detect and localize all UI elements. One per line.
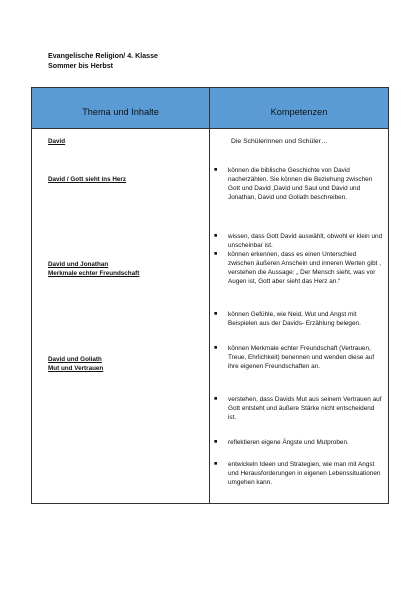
competency-item xyxy=(214,460,384,487)
curriculum-table xyxy=(31,87,389,504)
topic-david-und-jonathan: David und Jonathan xyxy=(48,261,109,268)
table-header-row xyxy=(32,88,388,129)
topic-gott-sieht-ins-herz: David / Gott sieht ins Herz xyxy=(48,176,127,183)
competency-text: verstehen, dass Davids Mut aus seinem Vertrauen auf Gott entsteht und äußere Stärke nicht entscheidend ist. xyxy=(228,396,382,422)
bullet-icon: ■ xyxy=(214,461,218,467)
header-subject: Evangelische Religion/ 4. Klasse xyxy=(48,52,158,60)
competency-item xyxy=(214,310,384,328)
document-header xyxy=(48,51,158,71)
column-divider xyxy=(209,88,210,503)
header-period: Sommer bis Herbst xyxy=(48,62,114,70)
bullet-icon: ■ xyxy=(214,439,218,445)
competency-item xyxy=(214,438,384,447)
bullet-icon: ■ xyxy=(214,396,218,402)
topic-david-und-goliath: David und Goliath xyxy=(48,356,102,363)
competency-item xyxy=(214,250,384,286)
competency-text: können die biblische Geschichte von David nacherzählen. Sie können die Beziehung zwischen Gott und David ‚David und Saul und David und Jonathan, David und Goliath beschreiben. xyxy=(228,167,373,202)
bullet-icon: ■ xyxy=(214,311,218,317)
column-header-topics: Thema und Inhalte xyxy=(82,107,159,117)
bullet-icon: ■ xyxy=(214,233,218,239)
bullet-icon: ■ xyxy=(214,251,218,257)
competency-item xyxy=(214,166,384,202)
competency-text: reflektieren eigene Ängste und Mutproben. xyxy=(228,439,349,446)
competency-text: können erkennen, dass es einen Unterschied zwischen äußeren Anschein und inneren Werten gibt , verstehen die Aussage: „ Der Mensch sieht, was vor Augen ist, Gott aber sieht das Herz an.“ xyxy=(228,251,381,286)
column-header-competencies: Kompetenzen xyxy=(270,107,328,117)
topic-merkmale-freundschaft: Merkmale echter Freundschaft xyxy=(48,270,140,277)
competency-text: können Gefühle, wie Neid, Wut und Angst mit Beispielen aus der Davids- Erzählung belegen. xyxy=(228,311,361,328)
bullet-icon: ■ xyxy=(214,167,218,173)
competency-item xyxy=(214,232,384,250)
topic-mut-und-vertrauen: Mut und Vertrauen xyxy=(48,365,104,372)
competency-text: können Merkmale echter Freundschaft (Vertrauen, Treue, Ehrlichkeit) benennen und wenden diese auf ihre eigenen Freundschaften an. xyxy=(228,345,375,371)
competency-item xyxy=(214,344,384,371)
competency-text: entwickeln Ideen und Strategien, wie man mit Angst und Herausforderungen in eigenen Lebenssituationen umgehen kann. xyxy=(228,461,381,487)
topic-david: David xyxy=(48,138,66,145)
competencies-intro: Die Schülerinnen und Schüler… xyxy=(231,138,328,145)
competency-item xyxy=(214,395,384,422)
competency-text: wissen, dass Gott David auswählt, obwohl er klein und unscheinbar ist. xyxy=(228,233,383,250)
bullet-icon: ■ xyxy=(214,345,218,351)
